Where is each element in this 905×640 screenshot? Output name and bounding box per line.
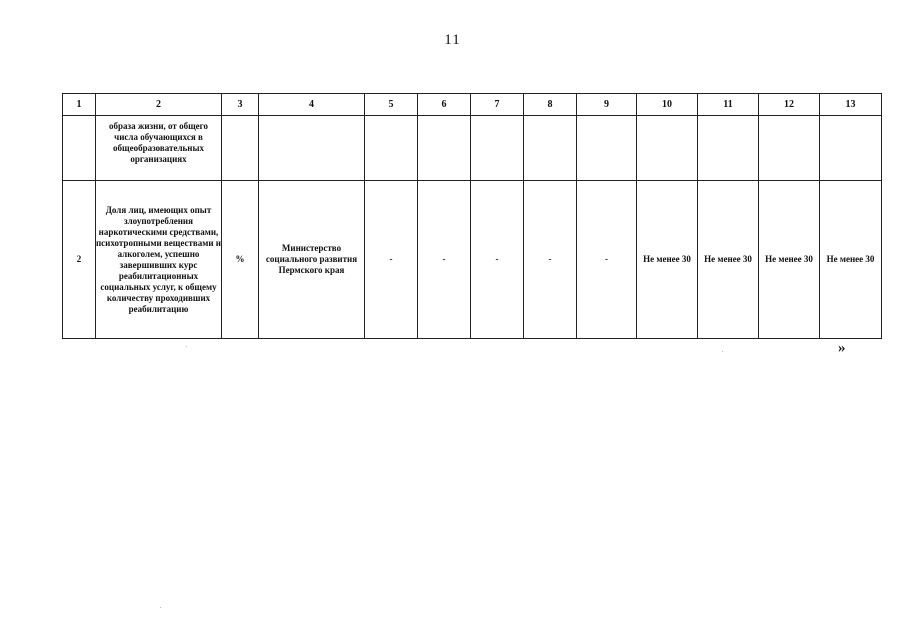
header-cell-12: 12 bbox=[759, 94, 820, 116]
responsible-cell bbox=[259, 116, 365, 181]
unit-cell bbox=[222, 116, 259, 181]
row-number-cell bbox=[63, 116, 96, 181]
header-cell-7: 7 bbox=[471, 94, 524, 116]
indicator-name-cell: образа жизни, от общего числа обучающихся в общеобразовательных организациях bbox=[96, 116, 222, 181]
scan-speck bbox=[722, 351, 723, 352]
header-cell-10: 10 bbox=[637, 94, 698, 116]
indicator-table bbox=[62, 93, 882, 339]
value-cell-11: Не менее 30 bbox=[698, 181, 759, 339]
header-cell-2: 2 bbox=[96, 94, 222, 116]
value-cell-12: Не менее 30 bbox=[759, 181, 820, 339]
row-number-cell: 2 bbox=[63, 181, 96, 339]
header-cell-11: 11 bbox=[698, 94, 759, 116]
header-cell-1: 1 bbox=[63, 94, 96, 116]
value-cell-13 bbox=[820, 116, 882, 181]
value-cell-8 bbox=[524, 116, 577, 181]
header-cell-6: 6 bbox=[418, 94, 471, 116]
value-cell-11 bbox=[698, 116, 759, 181]
header-cell-8: 8 bbox=[524, 94, 577, 116]
header-cell-9: 9 bbox=[577, 94, 637, 116]
value-cell-6: - bbox=[418, 181, 471, 339]
table-header-row bbox=[63, 94, 882, 116]
unit-cell: % bbox=[222, 181, 259, 339]
value-cell-7 bbox=[471, 116, 524, 181]
scan-speck bbox=[186, 346, 187, 347]
value-cell-7: - bbox=[471, 181, 524, 339]
scan-speck bbox=[160, 607, 161, 608]
value-cell-12 bbox=[759, 116, 820, 181]
closing-quote: » bbox=[838, 340, 846, 356]
table-row bbox=[63, 116, 882, 181]
value-cell-6 bbox=[418, 116, 471, 181]
value-cell-9 bbox=[577, 116, 637, 181]
responsible-cell: Министерство социального развития Пермского края bbox=[259, 181, 365, 339]
indicator-name-cell: Доля лиц, имеющих опыт злоупотребления наркотическими средствами, психотропными веществами и алкоголем, успешно завершивших курс реабилитационных социальных услуг, к общему количеству проходивших реабилитацию bbox=[96, 181, 222, 339]
header-cell-3: 3 bbox=[222, 94, 259, 116]
header-cell-4: 4 bbox=[259, 94, 365, 116]
value-cell-9: - bbox=[577, 181, 637, 339]
value-cell-5 bbox=[365, 116, 418, 181]
value-cell-10: Не менее 30 bbox=[637, 181, 698, 339]
value-cell-8: - bbox=[524, 181, 577, 339]
header-cell-5: 5 bbox=[365, 94, 418, 116]
header-cell-13: 13 bbox=[820, 94, 882, 116]
page-number: 11 bbox=[444, 32, 461, 48]
value-cell-13: Не менее 30 bbox=[820, 181, 882, 339]
table-row bbox=[63, 181, 882, 339]
value-cell-10 bbox=[637, 116, 698, 181]
value-cell-5: - bbox=[365, 181, 418, 339]
